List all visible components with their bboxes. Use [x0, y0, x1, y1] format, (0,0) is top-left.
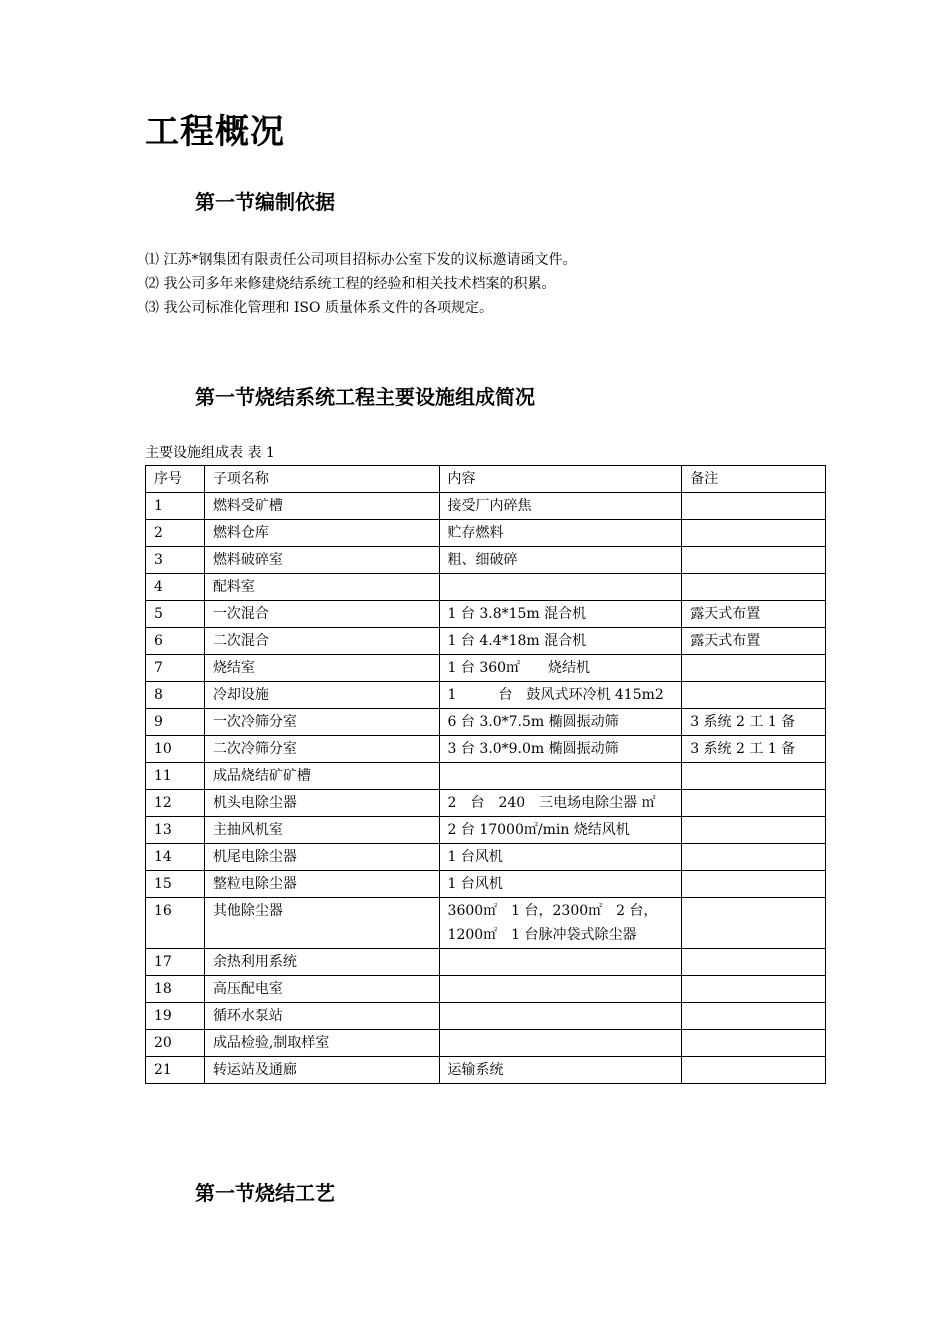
- cell-name: 整粒电除尘器: [204, 871, 439, 898]
- cell-name: 转运站及通廊: [204, 1057, 439, 1084]
- cell-remark: [682, 898, 826, 949]
- cell-content: 2 台 240 三电场电除尘器 ㎡: [439, 790, 682, 817]
- cell-name: 配料室: [204, 574, 439, 601]
- cell-remark: [682, 976, 826, 1003]
- cell-name: 机尾电除尘器: [204, 844, 439, 871]
- table-row: [146, 976, 826, 1003]
- table-row: [146, 763, 826, 790]
- cell-remark: [682, 949, 826, 976]
- cell-index: 18: [146, 976, 205, 1003]
- cell-content: [439, 1003, 682, 1030]
- cell-content: 贮存燃料: [439, 520, 682, 547]
- table-row: [146, 790, 826, 817]
- cell-name: 成品烧结矿矿槽: [204, 763, 439, 790]
- table-row: [146, 949, 826, 976]
- cell-content: 粗、细破碎: [439, 547, 682, 574]
- cell-name: 循环水泵站: [204, 1003, 439, 1030]
- cell-remark: 露天式布置: [682, 628, 826, 655]
- cell-content: [439, 763, 682, 790]
- cell-name: 一次混合: [204, 601, 439, 628]
- cell-index: 12: [146, 790, 205, 817]
- cell-content: 6 台 3.0*7.5m 椭圆振动筛: [439, 709, 682, 736]
- cell-name: 二次冷筛分室: [204, 736, 439, 763]
- cell-index: 13: [146, 817, 205, 844]
- cell-index: 20: [146, 1030, 205, 1057]
- section-heading-basis: 第一节编制依据: [195, 190, 335, 214]
- cell-index: 16: [146, 898, 205, 949]
- cell-index: 6: [146, 628, 205, 655]
- basis-item: ⑵ 我公司多年来修建烧结系统工程的经验和相关技术档案的积累。: [145, 276, 556, 292]
- cell-index: 21: [146, 1057, 205, 1084]
- table-row: [146, 1057, 826, 1084]
- cell-index: 10: [146, 736, 205, 763]
- cell-remark: [682, 844, 826, 871]
- cell-remark: 露天式布置: [682, 601, 826, 628]
- cell-content: [439, 976, 682, 1003]
- table-row: [146, 898, 826, 949]
- basis-item: ⑶ 我公司标准化管理和 ISO 质量体系文件的各项规定。: [145, 300, 493, 316]
- cell-index: 4: [146, 574, 205, 601]
- cell-content: [439, 574, 682, 601]
- cell-index: 14: [146, 844, 205, 871]
- cell-content: 3 台 3.0*9.0m 椭圆振动筛: [439, 736, 682, 763]
- table-row: [146, 1030, 826, 1057]
- cell-content: 3600㎡ 1 台，2300㎡ 2 台，1200㎡ 1 台脉冲袋式除尘器: [439, 898, 682, 949]
- header-cell-content: 内容: [439, 466, 682, 493]
- cell-name: 二次混合: [204, 628, 439, 655]
- cell-name: 高压配电室: [204, 976, 439, 1003]
- cell-remark: [682, 817, 826, 844]
- basis-list: [145, 248, 576, 320]
- cell-name: 冷却设施: [204, 682, 439, 709]
- table-row: [146, 493, 826, 520]
- cell-name: 成品检验,制取样室: [204, 1030, 439, 1057]
- table-header-row: [146, 466, 826, 493]
- table-row: [146, 574, 826, 601]
- cell-content: 1 台 360㎡ 烧结机: [439, 655, 682, 682]
- cell-remark: [682, 790, 826, 817]
- cell-content: [439, 1030, 682, 1057]
- cell-name: 余热利用系统: [204, 949, 439, 976]
- basis-item: ⑴ 江苏*钢集团有限责任公司项目招标办公室下发的议标邀请函文件。: [145, 252, 577, 268]
- cell-index: 15: [146, 871, 205, 898]
- header-cell-index: 序号: [146, 466, 205, 493]
- cell-remark: [682, 871, 826, 898]
- table-row: [146, 817, 826, 844]
- cell-index: 19: [146, 1003, 205, 1030]
- cell-index: 8: [146, 682, 205, 709]
- cell-remark: [682, 1057, 826, 1084]
- cell-remark: 3 系统 2 工 1 备: [682, 709, 826, 736]
- cell-remark: [682, 574, 826, 601]
- table-body: [146, 493, 826, 1084]
- header-cell-name: 子项名称: [204, 466, 439, 493]
- cell-content: 运输系统: [439, 1057, 682, 1084]
- cell-remark: [682, 682, 826, 709]
- cell-index: 7: [146, 655, 205, 682]
- table-row: [146, 709, 826, 736]
- cell-name: 燃料破碎室: [204, 547, 439, 574]
- cell-content: 1 台风机: [439, 871, 682, 898]
- cell-index: 17: [146, 949, 205, 976]
- cell-name: 主抽风机室: [204, 817, 439, 844]
- table-row: [146, 871, 826, 898]
- cell-content: 接受厂内碎焦: [439, 493, 682, 520]
- cell-remark: 3 系统 2 工 1 备: [682, 736, 826, 763]
- cell-index: 9: [146, 709, 205, 736]
- cell-name: 其他除尘器: [204, 898, 439, 949]
- header-cell-remark: 备注: [682, 466, 826, 493]
- cell-content: 1 台 3.8*15m 混合机: [439, 601, 682, 628]
- cell-remark: [682, 520, 826, 547]
- facilities-table: [145, 465, 826, 1084]
- table-row: [146, 682, 826, 709]
- table-row: [146, 628, 826, 655]
- cell-remark: [682, 547, 826, 574]
- cell-index: 1: [146, 493, 205, 520]
- cell-remark: [682, 1030, 826, 1057]
- cell-name: 一次冷筛分室: [204, 709, 439, 736]
- cell-content: 2 台 17000㎡/min 烧结风机: [439, 817, 682, 844]
- cell-content: 1 台 4.4*18m 混合机: [439, 628, 682, 655]
- cell-name: 烧结室: [204, 655, 439, 682]
- cell-content: 1 台 鼓风式环冷机 415m2: [439, 682, 682, 709]
- cell-index: 3: [146, 547, 205, 574]
- table-row: [146, 601, 826, 628]
- cell-remark: [682, 1003, 826, 1030]
- table-row: [146, 655, 826, 682]
- table-caption: 主要设施组成表 表 1: [145, 445, 275, 461]
- page-title: 工程概况: [145, 112, 285, 152]
- cell-index: 2: [146, 520, 205, 547]
- cell-content: [439, 949, 682, 976]
- cell-index: 5: [146, 601, 205, 628]
- section-heading-process: 第一节烧结工艺: [195, 1181, 335, 1205]
- cell-index: 11: [146, 763, 205, 790]
- table-row: [146, 1003, 826, 1030]
- cell-name: 燃料受矿槽: [204, 493, 439, 520]
- cell-name: 机头电除尘器: [204, 790, 439, 817]
- table-row: [146, 736, 826, 763]
- cell-remark: [682, 655, 826, 682]
- cell-content: 1 台风机: [439, 844, 682, 871]
- table-row: [146, 520, 826, 547]
- cell-name: 燃料仓库: [204, 520, 439, 547]
- table-row: [146, 844, 826, 871]
- cell-remark: [682, 763, 826, 790]
- cell-remark: [682, 493, 826, 520]
- section-heading-facilities: 第一节烧结系统工程主要设施组成简况: [195, 385, 535, 409]
- table-row: [146, 547, 826, 574]
